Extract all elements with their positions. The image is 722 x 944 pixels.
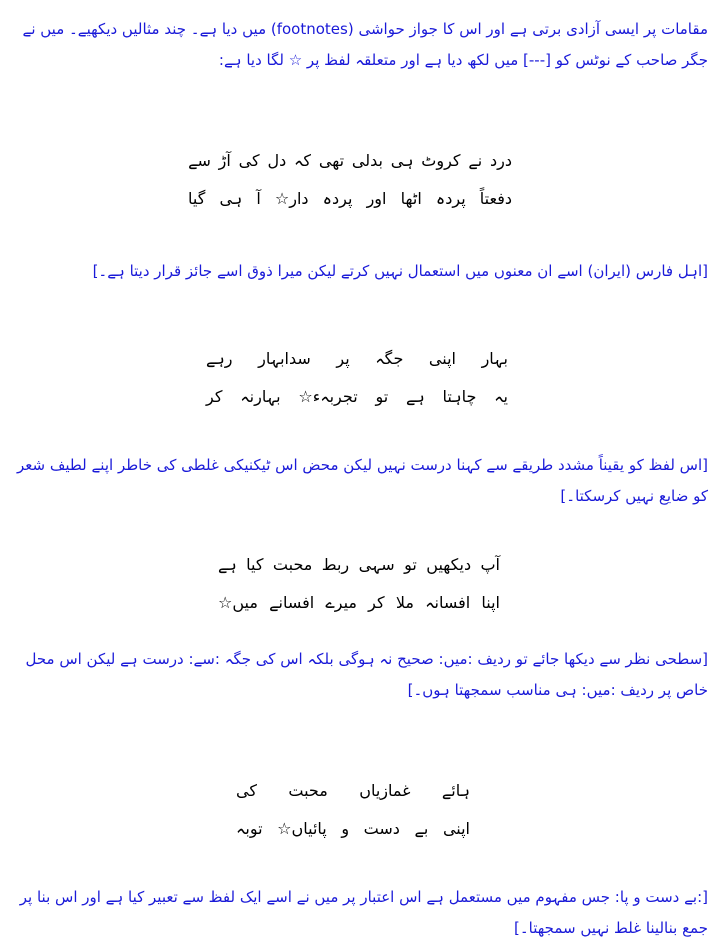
word: چاہتا xyxy=(442,387,477,406)
word: ہے xyxy=(405,387,425,406)
couplet-2-line-2 xyxy=(206,378,508,416)
word: ہی xyxy=(390,151,414,170)
word: ہی xyxy=(219,189,243,208)
word: تو xyxy=(404,555,417,574)
word: افسانے xyxy=(269,593,315,612)
word: کیا xyxy=(246,555,264,574)
word: کر xyxy=(368,593,385,612)
couplet-4-line-1 xyxy=(236,772,470,810)
word: کروٹ xyxy=(421,151,461,170)
word: دیکھیں xyxy=(426,555,472,574)
word: رہے xyxy=(206,349,233,368)
word: بہار xyxy=(481,349,508,368)
word: محبت xyxy=(272,555,313,574)
footnote-1: [اہل فارس (ایران) اسے ان معنوں میں استعمال نہیں کرتے لیکن میرا ذوق اسے جائز قرار دیتا ہے۔] xyxy=(92,262,708,280)
word: ہائے xyxy=(441,781,470,800)
couplet-1-line-1 xyxy=(188,142,512,180)
couplet-4 xyxy=(236,772,470,848)
word: توبہ xyxy=(236,819,263,838)
intro-note: مقامات پر ایسی آزادی برتی ہے اور اس کا جواز حواشی (footnotes) میں دیا ہے۔ چند مثالیں دیکھیے۔ میں نے جگر صاحب کے نوٹس کو [---] میں لکھ دیا ہے اور متعلقہ لفظ پر ☆ لگا دیا ہے: xyxy=(22,20,708,69)
word: دفعتاً xyxy=(479,189,512,208)
word: درد xyxy=(490,151,512,170)
couplet-3-line-1 xyxy=(218,546,500,584)
word: آ xyxy=(256,189,261,208)
word: اٹھا xyxy=(400,189,422,208)
word: میں☆ xyxy=(218,593,258,612)
word: اپنا xyxy=(481,593,500,612)
footnote-3: [سطحی نظر سے دیکھا جائے تو ردیف :میں: صحیح نہ ہوگی بلکہ اس کی جگہ :سے: درست ہے لیکن اس محل خاص پر ردیف :میں: ہی مناسب سمجھتا ہوں۔] xyxy=(25,650,708,699)
footnote-4: [:بے دست و پا: جس مفہوم میں مستعمل ہے اس اعتبار پر میں نے اسے ایک لفظ سے تعبیر کیا ہے اور اس بنا پر جمع بنالینا غلط نہیں سمجھتا۔] xyxy=(19,888,708,937)
word: پائیاں☆ xyxy=(277,819,327,838)
word: کر xyxy=(206,387,223,406)
couplet-2-line-1 xyxy=(206,340,508,378)
word: دست xyxy=(363,819,400,838)
word: تھی xyxy=(318,151,345,170)
word: میرے xyxy=(325,593,357,612)
word: سے xyxy=(188,151,211,170)
word: اپنی xyxy=(442,819,470,838)
word: پردہ xyxy=(322,189,353,208)
word: سدابہار xyxy=(258,349,311,368)
word: یہ xyxy=(494,387,508,406)
word: و xyxy=(341,819,350,838)
word: گیا xyxy=(188,189,206,208)
word: پردہ xyxy=(435,189,466,208)
word: اپنی xyxy=(428,349,456,368)
word: ربط xyxy=(321,555,350,574)
word: جگہ xyxy=(375,349,404,368)
couplet-2 xyxy=(206,340,508,416)
footnote-2: [اس لفظ کو یقیناً مشدد طریقے سے کہنا درست نہیں لیکن محض اس ٹیکنیکی غلطی کی خاطر اپنے لطیف شعر کو ضایع نہیں کرسکتا۔] xyxy=(16,456,708,505)
word: آپ xyxy=(480,555,500,574)
couplet-1 xyxy=(188,142,512,218)
word: اور xyxy=(366,189,387,208)
couplet-1-line-2 xyxy=(188,180,512,218)
couplet-3-line-2 xyxy=(218,584,500,622)
word: محبت xyxy=(288,781,328,800)
word: ہے xyxy=(218,555,237,574)
word: پر xyxy=(336,349,350,368)
word: بہارنہ xyxy=(240,387,281,406)
word: کی xyxy=(236,781,257,800)
word: آڑ xyxy=(218,151,231,170)
word: نے xyxy=(468,151,483,170)
word: ملا xyxy=(395,593,414,612)
word: افسانہ xyxy=(425,593,471,612)
word: تو xyxy=(375,387,389,406)
word: غمازیاں xyxy=(359,781,411,800)
couplet-4-line-2 xyxy=(236,810,470,848)
word: دل xyxy=(267,151,287,170)
couplet-3 xyxy=(218,546,500,622)
word: سہی xyxy=(358,555,395,574)
word: کہ xyxy=(294,151,312,170)
word: بے xyxy=(414,819,429,838)
word: تجربہء☆ xyxy=(298,387,358,406)
word: بدلی xyxy=(351,151,383,170)
word: دار☆ xyxy=(274,189,309,208)
word: کی xyxy=(238,151,260,170)
